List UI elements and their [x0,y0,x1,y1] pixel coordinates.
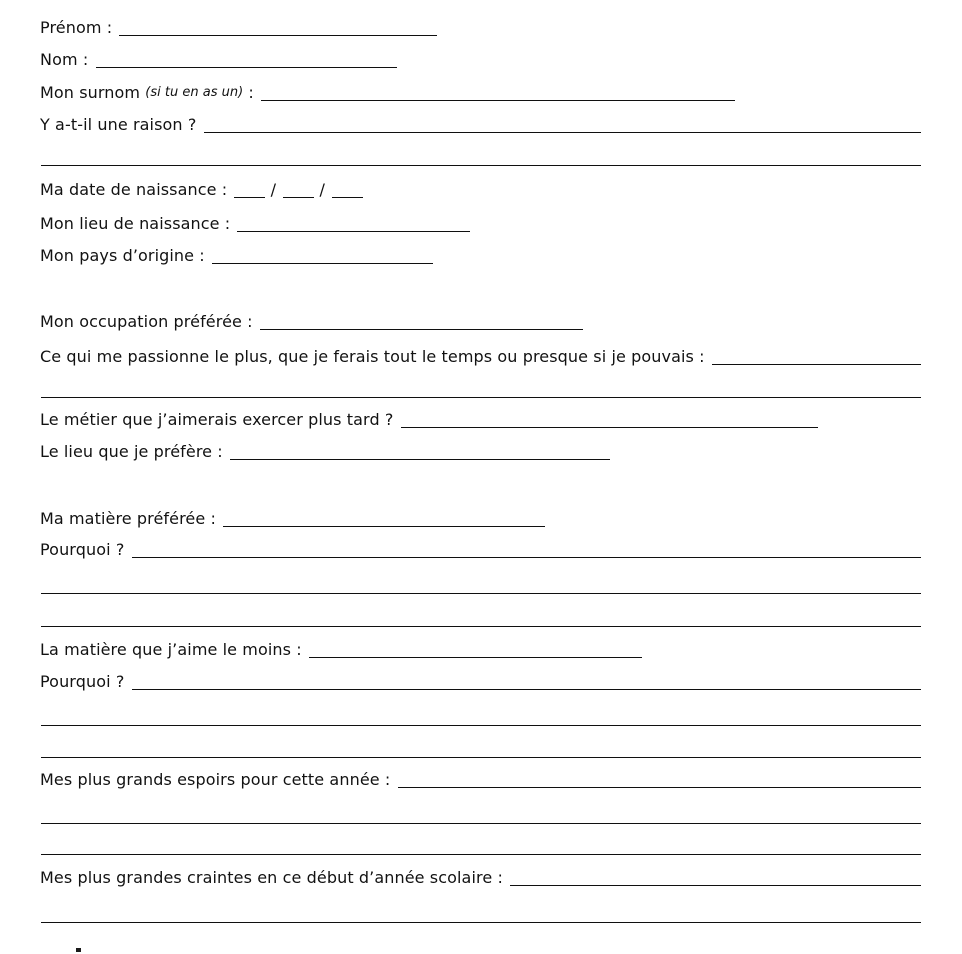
answer-blank [712,364,921,365]
form-field-row [40,866,921,889]
field-label: Nom : [40,50,94,69]
form-field-row [40,768,921,791]
field-label-suffix: : [243,83,260,102]
answer-blank [261,100,735,101]
answer-blank [132,557,921,558]
answer-blank [212,263,433,264]
form-field-row [40,345,921,368]
ruled-answer-line [41,757,921,758]
ruled-answer-line [41,922,921,923]
form-field-row [40,178,363,201]
form-field-row [40,538,921,561]
answer-blank [119,35,437,36]
answer-blank [204,132,921,133]
answer-blank [237,231,470,232]
form-field-row [40,440,610,463]
field-label: Ma matière préférée : [40,509,222,528]
answer-blank [260,329,583,330]
form-field-row [40,670,921,693]
form-field-row [40,212,470,235]
answer-blank [96,67,397,68]
field-label: La matière que j’aime le moins : [40,640,307,659]
field-label: Le métier que j’aimerais exercer plus tard ? [40,410,399,429]
field-label: Mon surnom [40,83,146,102]
ruled-answer-line [41,854,921,855]
field-label-italic-note: (si tu en as un) [145,85,244,100]
form-field-row [40,48,397,71]
ruled-answer-line [41,593,921,594]
form-field-row [40,310,583,333]
form-field-row [40,113,921,136]
field-label: Pourquoi ? [40,540,130,559]
field-label: Mon lieu de naissance : [40,214,236,233]
field-label: Mon pays d’origine : [40,246,210,265]
answer-blank [223,526,545,527]
answer-blank [309,657,642,658]
answer-blank [398,787,921,788]
ruled-answer-line [41,823,921,824]
field-label: Prénom : [40,18,118,37]
ruled-answer-line [41,725,921,726]
form-field-row [40,507,545,530]
field-label: Ma date de naissance : [40,180,233,199]
answer-blank [401,427,818,428]
ruled-answer-line [41,397,921,398]
answer-blank [132,689,921,690]
field-label: Mes plus grandes craintes en ce début d’année scolaire : [40,868,509,887]
answer-blank [230,459,610,460]
date-separator: / [265,180,282,199]
field-label: Pourquoi ? [40,672,130,691]
date-separator: / [314,180,331,199]
date-answer-blank [332,197,363,198]
next-line-cutoff-fragment [76,948,81,952]
field-label: Mes plus grands espoirs pour cette année : [40,770,396,789]
form-field-row [40,408,818,431]
field-label: Ce qui me passionne le plus, que je ferais tout le temps ou presque si je pouvais : [40,347,710,366]
form-field-row [40,244,433,267]
form-field-row [40,638,642,661]
field-label: Mon occupation préférée : [40,312,258,331]
field-label: Le lieu que je préfère : [40,442,228,461]
date-answer-blank [234,197,265,198]
answer-blank [510,885,921,886]
date-answer-blank [283,197,314,198]
ruled-answer-line [41,626,921,627]
form-field-row [40,16,437,39]
form-field-row [40,81,735,104]
ruled-answer-line [41,165,921,166]
field-label: Y a-t-il une raison ? [40,115,202,134]
